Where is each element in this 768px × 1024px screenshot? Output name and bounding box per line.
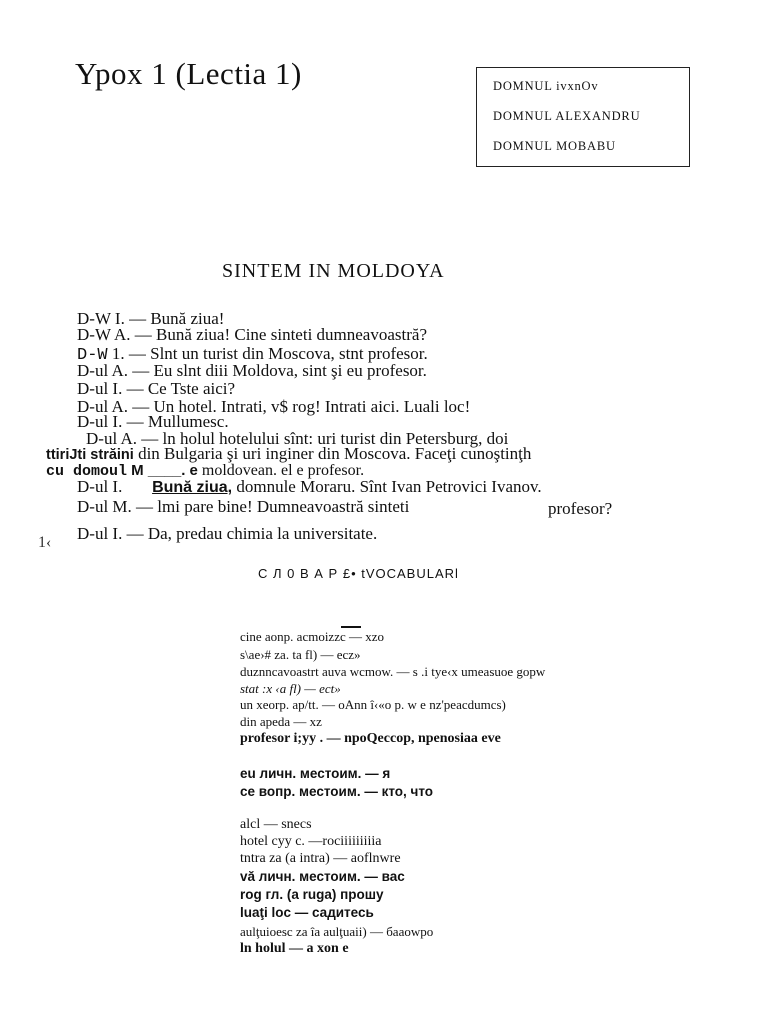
dialogue-line-11 — [77, 477, 542, 497]
vocab-entry: aulţuioesc za îa aulţuaii) — баaowpo — [240, 924, 434, 939]
vocab-entry: din apeda — xz — [240, 714, 322, 729]
vocab-entry: ln holul — a xon e — [240, 941, 349, 956]
vocab-entry: rog гл. (a ruga) прошу — [240, 887, 384, 902]
vocab-entry: tntra za (a intra) — aoflnwre — [240, 851, 401, 866]
character-alexandru: DOMNUL ALEXANDRU — [493, 109, 641, 123]
characters-box — [476, 67, 690, 167]
vocab-entry: hotel cyy c. —rociiiiiiiiia — [240, 834, 382, 849]
dialogue-line-4: D-ul A. — Eu slnt diii Moldova, sint şi eu profesor. — [77, 361, 427, 380]
dialogue-line-12 — [77, 497, 409, 517]
dialogue-text: D-ul M. — lmi pare bine! Dumneavoastră sinteti — [77, 497, 410, 516]
character-ivanov: DOMNUL ivxnOv — [493, 79, 599, 93]
dialogue-fragment: Bună ziua, — [152, 479, 233, 496]
margin-mark: 1‹ — [38, 534, 52, 551]
vocab-entry: vă личн. местоим. — вас — [240, 869, 405, 884]
vocab-entry: alcl — snecs — [240, 817, 312, 832]
dialogue-line-5: D-ul I. — Ce Tste aici? — [77, 379, 236, 398]
vocab-entry: un xeorp. ap/tt. — oAnn î‹«o p. w e nz'peacdumcs) — [240, 697, 506, 712]
dialogue-fragment: ttiriJti străini — [46, 447, 134, 463]
dialogue-line-2: D-W A. — Bună ziua! Cine sinteti dumneavoastră? — [77, 325, 427, 344]
dialogue-line-8: D-ul A. — ln holul hotelului sînt: uri turist din Petersburg, doi — [86, 429, 509, 448]
character-moraru: DOMNUL MOBABU — [493, 139, 616, 153]
dialogue-text: moldovean. el e profesor. — [197, 462, 365, 479]
vocab-entry: eu личн. местоим. — я — [240, 766, 391, 781]
dialogue-line-9 — [46, 444, 531, 464]
dialogue-text: 1. — Slnt un turist din Moscova, stnt profesor. — [107, 344, 428, 363]
dialogue-fragment: M ____. e — [127, 462, 198, 479]
vocab-entry: duznncavoastrt auva wcmow. — s .i tye‹x umeasuoe gopw — [240, 664, 546, 679]
dialogue-line-1: D-W I. — Bună ziua! — [77, 309, 225, 328]
dialogue-line-6: D-ul A. — Un hotel. Intrati, v$ rog! Intrati aici. Luali loc! — [77, 397, 471, 416]
speaker-tag: D-W — [77, 346, 108, 365]
dialogue-fragment: cu domoul — [46, 463, 128, 480]
dialogue-text: domnule Moraru. Sînt Ivan Petrovici Ivanov. — [232, 477, 542, 496]
vocab-entry: cine aonp. acmoizzc — xzo — [240, 629, 385, 644]
section-heading: SINTEM IN MOLDOYA — [222, 260, 445, 282]
vocab-entry: luaţi loc — садитесь — [240, 905, 374, 920]
dialogue-line-12-end: profesor? — [548, 499, 613, 518]
speaker-tag: D-ul I. — [77, 477, 123, 496]
divider — [341, 626, 361, 628]
lesson-title: Ypox 1 (Lectia 1) — [75, 56, 302, 91]
vocab-entry: stat :x ‹a fl) — ect» — [240, 681, 341, 696]
dialogue-text: din Bulgaria şi uri inginer din Moscova. Faceţi cunoştinţh — [133, 444, 532, 463]
vocab-entry: ce вопр. местоим. — кто, что — [240, 784, 434, 799]
dialogue-line-13: D-ul I. — Da, predau chimia la universitate. — [77, 524, 378, 543]
vocabulary-heading: С Л 0 В А Р £• tVOCABULARl — [258, 566, 459, 581]
dialogue-line-7: D-ul I. — Mullumesc. — [77, 412, 229, 431]
vocab-entry: s\ae›# za. ta fl) — ecz» — [240, 647, 361, 662]
vocab-entry: profesor i;yy . — npoQeccop, npenosiaa eve — [240, 731, 501, 746]
